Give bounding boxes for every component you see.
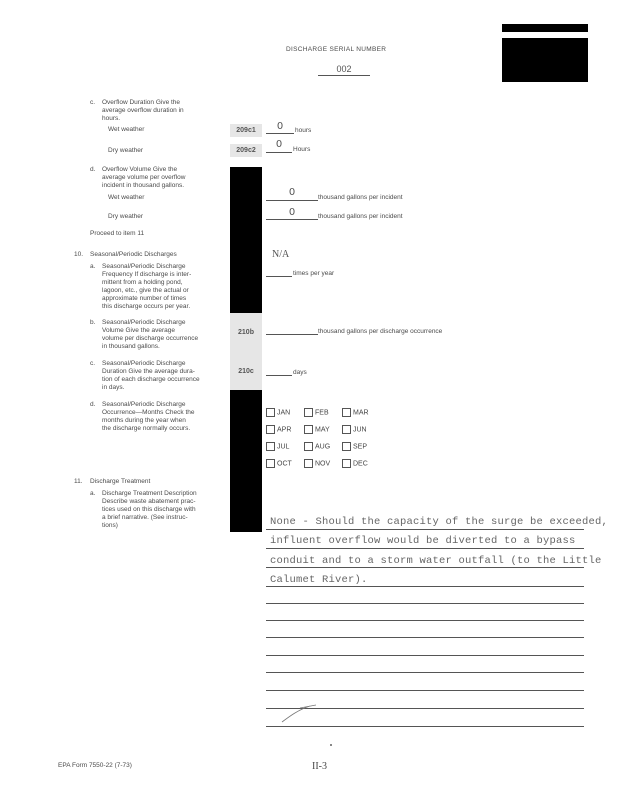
item-c-dry-label: Dry weather xyxy=(108,147,144,154)
overflow-volume-wet-value: 0 xyxy=(288,187,296,198)
ruled-line-8 xyxy=(266,655,584,656)
month-aug[interactable]: AUG xyxy=(304,442,342,451)
item-11a-text: Discharge Treatment Description Describe waste abatement prac- tices used on this discharge with a brief narrative. (See instruc- tions) xyxy=(102,490,197,529)
month-nov[interactable]: NOV xyxy=(304,459,342,468)
month-mar[interactable]: MAR xyxy=(342,408,380,417)
month-jul[interactable]: JUL xyxy=(266,442,304,451)
checkbox-icon[interactable] xyxy=(342,425,351,434)
duration-days-line xyxy=(266,375,292,376)
item-d-letter: d. xyxy=(90,166,96,173)
ruled-line-12 xyxy=(266,726,584,727)
checkbox-icon[interactable] xyxy=(342,408,351,417)
overflow-volume-dry-line xyxy=(266,219,318,220)
code-209c2: 209c2 xyxy=(230,144,262,157)
redaction-code-column xyxy=(230,167,262,313)
overflow-duration-dry-value: 0 xyxy=(275,139,283,150)
dot-mark xyxy=(330,744,332,746)
redaction-code-column-lower xyxy=(230,390,262,532)
serial-number-underline xyxy=(318,75,370,76)
item-10a-text: Seasonal/Periodic Discharge Frequency If discharge is inter- mittent from a holding pond, lagoon, etc., give the actual or approximate number of times this discharge occurs per year. xyxy=(102,263,192,310)
item-10c-text: Seasonal/Periodic Discharge Duration Give the average dura- tion of each discharge occurrence in days. xyxy=(102,360,200,391)
checkbox-icon[interactable] xyxy=(266,425,275,434)
checkbox-icon[interactable] xyxy=(304,459,313,468)
item-d-dry-label: Dry weather xyxy=(108,213,144,220)
item-11a-letter: a. xyxy=(90,490,96,497)
frequency-line xyxy=(266,276,292,277)
item-10d-letter: d. xyxy=(90,401,96,408)
checkbox-icon[interactable] xyxy=(342,442,351,451)
item-10-title: Seasonal/Periodic Discharges xyxy=(90,251,177,258)
checkbox-icon[interactable] xyxy=(304,425,313,434)
narrative-line-4: Calumet River). xyxy=(270,574,368,586)
overflow-volume-dry-value: 0 xyxy=(288,207,296,218)
narrative-line-1: None - Should the capacity of the surge be exceeded, xyxy=(270,516,609,528)
checkbox-icon[interactable] xyxy=(304,442,313,451)
overflow-duration-wet-line xyxy=(266,133,294,134)
item-10a-letter: a. xyxy=(90,263,96,270)
item-10b-letter: b. xyxy=(90,319,96,326)
item-10-na: N/A xyxy=(272,249,290,260)
item-11-number: 11. xyxy=(74,478,83,485)
month-sep[interactable]: SEP xyxy=(342,442,380,451)
checkbox-icon[interactable] xyxy=(266,442,275,451)
serial-number-value: 002 xyxy=(336,64,352,74)
item-c-wet-label: Wet weather xyxy=(108,126,145,133)
overflow-duration-wet-unit: hours xyxy=(295,127,312,134)
volume-occurrence-unit: thousand gallons per discharge occurrence xyxy=(318,328,443,335)
page-number: II-3 xyxy=(312,761,327,772)
checkbox-icon[interactable] xyxy=(304,408,313,417)
narrative-line-2: influent overflow would be diverted to a bypass xyxy=(270,535,576,547)
pen-mark xyxy=(280,702,320,724)
ruled-line-1 xyxy=(266,529,584,530)
redaction-top-right xyxy=(502,24,588,32)
month-jan[interactable]: JAN xyxy=(266,408,304,417)
item-d-text: Overflow Volume Give the average volume per overflow incident in thousand gallons. xyxy=(102,166,186,189)
item-c-text: Overflow Duration Give the average overflow duration in hours. xyxy=(102,99,184,122)
code-210b: 210b xyxy=(230,313,262,353)
volume-occurrence-line xyxy=(266,334,318,335)
month-feb[interactable]: FEB xyxy=(304,408,342,417)
narrative-line-3: conduit and to a storm water outfall (to the Little xyxy=(270,555,602,567)
duration-days-unit: days xyxy=(293,369,307,376)
overflow-duration-dry-unit: Hours xyxy=(293,146,311,153)
code-210c: 210c xyxy=(230,353,262,390)
ruled-line-10 xyxy=(266,690,584,691)
item-c-letter: c. xyxy=(90,99,96,106)
ruled-line-5 xyxy=(266,603,584,604)
overflow-volume-dry-unit: thousand gallons per incident xyxy=(318,213,403,220)
code-209c1: 209c1 xyxy=(230,124,262,137)
item-11-title: Discharge Treatment xyxy=(90,478,151,485)
ruled-line-4 xyxy=(266,586,584,587)
overflow-volume-wet-unit: thousand gallons per incident xyxy=(318,194,403,201)
checkbox-icon[interactable] xyxy=(266,408,275,417)
month-dec[interactable]: DEC xyxy=(342,459,380,468)
form-number: EPA Form 7550-22 (7-73) xyxy=(58,762,132,769)
checkbox-icon[interactable] xyxy=(342,459,351,468)
overflow-volume-wet-line xyxy=(266,200,318,201)
overflow-duration-wet-value: 0 xyxy=(276,121,284,132)
item-10d-text: Seasonal/Periodic Discharge Occurrence—Months Check the months during the year when the discharge normally occurs. xyxy=(102,401,195,432)
redaction-serial-box xyxy=(502,38,588,82)
ruled-line-6 xyxy=(266,620,584,621)
month-jun[interactable]: JUN xyxy=(342,425,380,434)
ruled-line-3 xyxy=(266,567,584,568)
item-10b-text: Seasonal/Periodic Discharge Volume Give the average volume per discharge occurrence in thousand gallons. xyxy=(102,319,199,350)
item-d-wet-label: Wet weather xyxy=(108,194,145,201)
month-may[interactable]: MAY xyxy=(304,425,342,434)
checkbox-icon[interactable] xyxy=(266,459,275,468)
frequency-unit: times per year xyxy=(293,270,335,277)
item-10-number: 10. xyxy=(74,251,84,258)
serial-number-label: DISCHARGE SERIAL NUMBER xyxy=(286,46,387,53)
months-grid xyxy=(266,408,386,468)
ruled-line-9 xyxy=(266,672,584,673)
proceed-instruction: Proceed to item 11 xyxy=(90,230,145,237)
month-oct[interactable]: OCT xyxy=(266,459,304,468)
overflow-duration-dry-line xyxy=(266,152,292,153)
ruled-line-2 xyxy=(266,548,584,549)
ruled-line-7 xyxy=(266,637,584,638)
month-apr[interactable]: APR xyxy=(266,425,304,434)
item-10c-letter: c. xyxy=(90,360,96,367)
